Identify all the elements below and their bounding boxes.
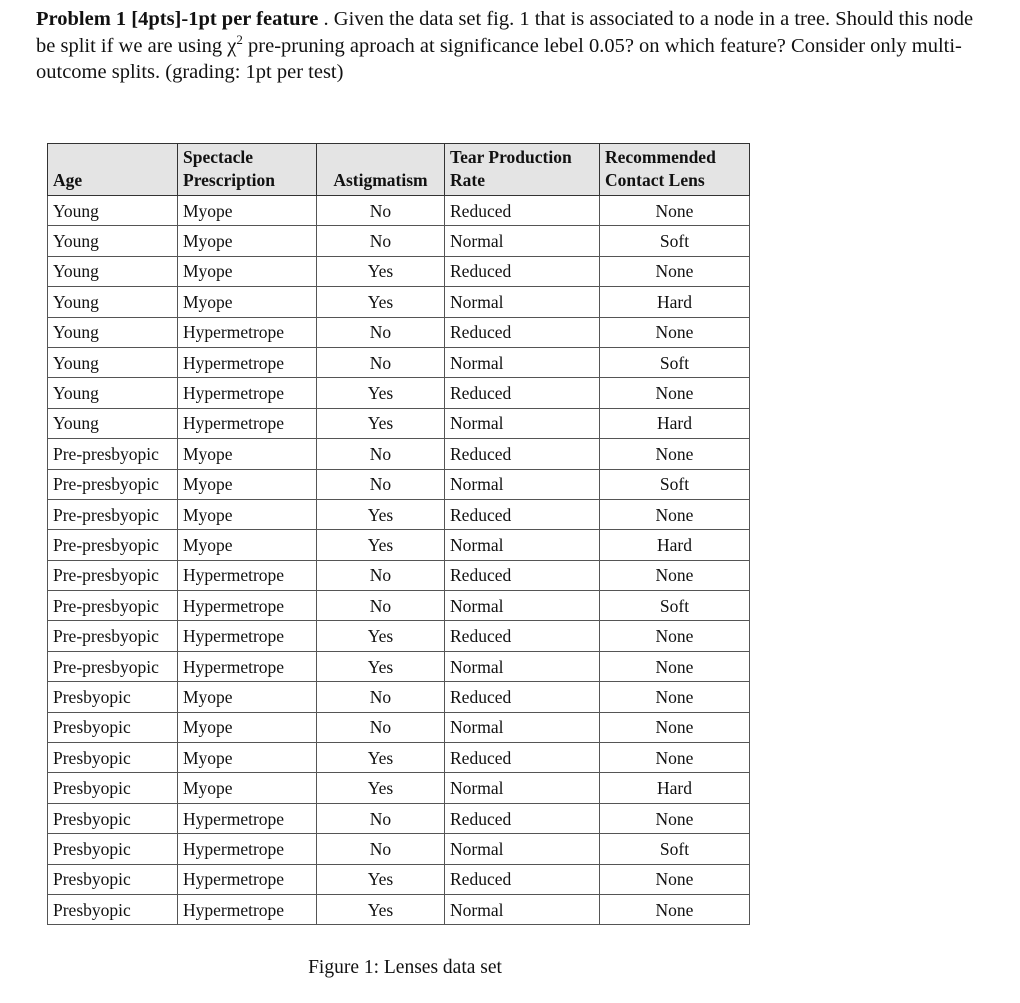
table-row — [48, 287, 750, 317]
table-cell: None — [600, 196, 750, 226]
table-cell: Presbyopic — [48, 773, 178, 803]
table-cell: Yes — [317, 378, 445, 408]
table-cell: No — [317, 803, 445, 833]
table-row — [48, 712, 750, 742]
table-row — [48, 864, 750, 894]
table-cell: Young — [48, 378, 178, 408]
table-cell: None — [600, 378, 750, 408]
table-cell: Myope — [178, 530, 317, 560]
table-cell: Normal — [445, 408, 600, 438]
table-cell: Hypermetrope — [178, 347, 317, 377]
table-cell: Soft — [600, 834, 750, 864]
table-cell: Hypermetrope — [178, 651, 317, 681]
table-cell: Yes — [317, 743, 445, 773]
table-cell: None — [600, 864, 750, 894]
table-cell: No — [317, 834, 445, 864]
table-row — [48, 560, 750, 590]
table-cell: Pre-presbyopic — [48, 591, 178, 621]
table-row — [48, 651, 750, 681]
table-cell: Pre-presbyopic — [48, 530, 178, 560]
problem-statement — [36, 6, 996, 86]
table-cell: Pre-presbyopic — [48, 621, 178, 651]
table-cell: None — [600, 256, 750, 286]
table-cell: None — [600, 439, 750, 469]
table-cell: Normal — [445, 347, 600, 377]
table-cell: None — [600, 803, 750, 833]
table-cell: Hard — [600, 530, 750, 560]
table-cell: Yes — [317, 864, 445, 894]
table-cell: Myope — [178, 469, 317, 499]
table-cell: Myope — [178, 439, 317, 469]
figure-caption: Figure 1: Lenses data set — [308, 957, 502, 978]
table-cell: Yes — [317, 499, 445, 529]
header-spectacle-prescription: Spectacle Prescription — [178, 144, 317, 196]
table-cell: Presbyopic — [48, 712, 178, 742]
table-cell: Presbyopic — [48, 864, 178, 894]
table-cell: Myope — [178, 499, 317, 529]
table-cell: Myope — [178, 712, 317, 742]
table-cell: Yes — [317, 408, 445, 438]
table-cell: Reduced — [445, 682, 600, 712]
table-cell: Young — [48, 287, 178, 317]
table-row — [48, 469, 750, 499]
table-cell: Soft — [600, 226, 750, 256]
table-cell: Presbyopic — [48, 894, 178, 924]
table-cell: Normal — [445, 773, 600, 803]
table-cell: Hypermetrope — [178, 864, 317, 894]
table-row — [48, 834, 750, 864]
problem-title: Problem 1 [4pts]-1pt per feature — [36, 8, 319, 30]
header-recommended-contact-lens: Recommended Contact Lens — [600, 144, 750, 196]
table-cell: Pre-presbyopic — [48, 499, 178, 529]
table-cell: Pre-presbyopic — [48, 560, 178, 590]
table-cell: Reduced — [445, 256, 600, 286]
table-cell: Pre-presbyopic — [48, 439, 178, 469]
table-cell: Normal — [445, 894, 600, 924]
lenses-data-table — [47, 143, 750, 925]
table-cell: Myope — [178, 256, 317, 286]
table-cell: Myope — [178, 682, 317, 712]
problem-text-part1: . Given the data set fig. 1 that is associated to a node in a tree. Should this node be split if we are using χ — [36, 8, 974, 57]
table-cell: Yes — [317, 621, 445, 651]
table-cell: Reduced — [445, 439, 600, 469]
table-cell: No — [317, 317, 445, 347]
table-row — [48, 499, 750, 529]
table-cell: Hypermetrope — [178, 834, 317, 864]
table-cell: Normal — [445, 469, 600, 499]
table-row — [48, 621, 750, 651]
table-cell: No — [317, 226, 445, 256]
table-cell: Yes — [317, 773, 445, 803]
table-cell: Hypermetrope — [178, 378, 317, 408]
table-cell: Normal — [445, 651, 600, 681]
table-cell: Young — [48, 256, 178, 286]
table-row — [48, 196, 750, 226]
table-cell: Hypermetrope — [178, 591, 317, 621]
table-cell: Soft — [600, 591, 750, 621]
header-tear-production-rate: Tear Production Rate — [445, 144, 600, 196]
table-cell: None — [600, 743, 750, 773]
table-cell: Reduced — [445, 621, 600, 651]
table-cell: Normal — [445, 287, 600, 317]
table-cell: Myope — [178, 743, 317, 773]
table-cell: Soft — [600, 347, 750, 377]
table-cell: No — [317, 591, 445, 621]
table-row — [48, 226, 750, 256]
table-cell: Yes — [317, 530, 445, 560]
header-astigmatism: Astigmatism — [317, 144, 445, 196]
table-cell: Yes — [317, 651, 445, 681]
table-cell: No — [317, 712, 445, 742]
table-cell: Reduced — [445, 743, 600, 773]
table-cell: Normal — [445, 226, 600, 256]
table-cell: None — [600, 499, 750, 529]
table-row — [48, 256, 750, 286]
table-row — [48, 894, 750, 924]
problem-text-part2: pre-pruning aproach at significance lebel 0.05? on which feature? Consider only multi-outcome splits. (grading: 1pt per test) — [36, 34, 962, 83]
table-cell: No — [317, 682, 445, 712]
table-cell: Yes — [317, 256, 445, 286]
table-cell: Reduced — [445, 864, 600, 894]
table-cell: Young — [48, 196, 178, 226]
table-cell: No — [317, 469, 445, 499]
table-cell: Reduced — [445, 803, 600, 833]
table-row — [48, 530, 750, 560]
table-cell: Young — [48, 317, 178, 347]
table-cell: Presbyopic — [48, 803, 178, 833]
table-cell: Reduced — [445, 196, 600, 226]
table-cell: None — [600, 712, 750, 742]
table-cell: None — [600, 560, 750, 590]
chi-square-superscript: 2 — [236, 31, 243, 47]
table-cell: Young — [48, 408, 178, 438]
table-cell: Presbyopic — [48, 743, 178, 773]
table-cell: Hard — [600, 287, 750, 317]
table-cell: Myope — [178, 287, 317, 317]
table-cell: Reduced — [445, 317, 600, 347]
table-row — [48, 803, 750, 833]
table-cell: Normal — [445, 712, 600, 742]
table-cell: Hypermetrope — [178, 317, 317, 347]
table-cell: Presbyopic — [48, 834, 178, 864]
table-cell: Reduced — [445, 378, 600, 408]
table-cell: Young — [48, 226, 178, 256]
table-cell: No — [317, 560, 445, 590]
table-cell: None — [600, 317, 750, 347]
table-cell: Reduced — [445, 560, 600, 590]
table-cell: Normal — [445, 834, 600, 864]
table-cell: Hard — [600, 773, 750, 803]
table-cell: Normal — [445, 530, 600, 560]
table-row — [48, 743, 750, 773]
table-cell: None — [600, 894, 750, 924]
table-cell: Yes — [317, 894, 445, 924]
table-row — [48, 439, 750, 469]
table-header-row — [48, 144, 750, 196]
table-row — [48, 408, 750, 438]
table-cell: Soft — [600, 469, 750, 499]
table-cell: Hypermetrope — [178, 560, 317, 590]
table-cell: None — [600, 682, 750, 712]
table-cell: Hard — [600, 408, 750, 438]
table-cell: Presbyopic — [48, 682, 178, 712]
table-cell: Hypermetrope — [178, 803, 317, 833]
table-row — [48, 347, 750, 377]
table-cell: Yes — [317, 287, 445, 317]
table-cell: Hypermetrope — [178, 621, 317, 651]
table-cell: Normal — [445, 591, 600, 621]
table-cell: Pre-presbyopic — [48, 469, 178, 499]
table-cell: Myope — [178, 196, 317, 226]
table-row — [48, 591, 750, 621]
table-row — [48, 773, 750, 803]
table-cell: None — [600, 651, 750, 681]
table-cell: Hypermetrope — [178, 408, 317, 438]
table-row — [48, 317, 750, 347]
table-row — [48, 682, 750, 712]
table-row — [48, 378, 750, 408]
table-cell: Hypermetrope — [178, 894, 317, 924]
table-cell: Young — [48, 347, 178, 377]
table-cell: Myope — [178, 773, 317, 803]
table-cell: Reduced — [445, 499, 600, 529]
header-age: Age — [48, 144, 178, 196]
table-cell: No — [317, 347, 445, 377]
table-cell: None — [600, 621, 750, 651]
table-cell: Pre-presbyopic — [48, 651, 178, 681]
table-cell: No — [317, 196, 445, 226]
table-cell: Myope — [178, 226, 317, 256]
table-cell: No — [317, 439, 445, 469]
